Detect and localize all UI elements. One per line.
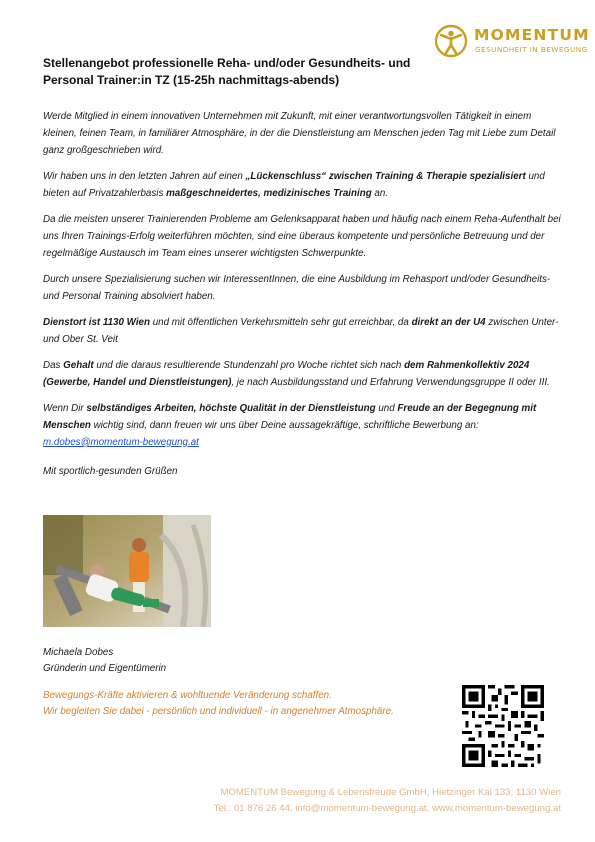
text-segment: und bieten auf Privatzahlerbasis [43, 170, 545, 199]
text-segment: und mit öffentlichen Verkehrsmitteln sehr gut erreichbar, da [149, 316, 412, 328]
slogan [43, 688, 394, 719]
text-segment: Wir haben uns in den letzten Jahren auf einen [43, 170, 246, 182]
bold-segment: direkt an der U4 [411, 316, 486, 328]
training-photo [43, 515, 211, 627]
text-segment: und die daraus resultierende Stundenzahl pro Woche richtet sich nach [93, 360, 405, 372]
bold-segment: maßgeschneidertes, medizinisches Training [166, 187, 372, 199]
footer-email-link[interactable]: info@momentum-bewegung.at [295, 802, 427, 814]
bold-segment: selbständiges Arbeiten, höchste Qualität in der Dienstleistung [86, 403, 376, 415]
specialization-paragraph [43, 169, 563, 203]
qr-code [462, 685, 544, 767]
application-paragraph [43, 401, 563, 451]
footer-contact [214, 801, 561, 817]
text-segment: zwischen Unter- und Ober St. Veit [43, 316, 559, 345]
job-title-line-2: Personal Trainer:in TZ (15-25h nachmittags-abends) [43, 73, 340, 87]
job-description [43, 109, 563, 490]
footer-phone: Tel.: 01 876 26 44, [213, 802, 296, 814]
logo-name: MOMENTUM [474, 26, 590, 44]
requirements-paragraph: Durch unsere Spezialisierung suchen wir InteressentInnen, die eine Ausbildung im Rehasport und/oder Gesundheits- und Personal Training absolviert haben. [43, 273, 551, 302]
bold-segment: Freude an der Begegnung mit Menschen [43, 403, 537, 431]
logo-figure-icon [434, 24, 470, 58]
text-segment: Das [43, 360, 64, 372]
text-segment: an. [371, 187, 389, 199]
location-paragraph [43, 315, 563, 349]
logo-tagline: GESUNDHEIT IN BEWEGUNG [475, 45, 588, 54]
signature-name: Michaela Dobes [43, 647, 114, 658]
footer-website: www.momentum-bewegung.at [431, 802, 561, 814]
salary-paragraph [43, 358, 563, 392]
text-segment: Wenn Dir [43, 403, 87, 415]
footer [214, 785, 561, 816]
footer-company-address: MOMENTUM Bewegung & Lebensfreude GmbH, Hietzinger Kai 133, 1130 Wien [220, 787, 561, 798]
slogan-line-2: Wir begleiten Sie dabei - persönlich und individuell - in angenehmer Atmosphäre. [43, 705, 394, 717]
intro-paragraph: Werde Mitglied in einem innovativen Unternehmen mit Zukunft, mit einer verantwortungsvollen Tätigkeit in einem kleinen, feinen Team, in familiärer Atmosphäre, in der die Dienstleistung am Menschen jeden Tag mit Liebe zum Detail ganz großgeschrieben wird. [43, 111, 556, 156]
closing-greeting: Mit sportlich-gesunden Grüßen [43, 465, 178, 477]
signature-role: Gründerin und Eigentümerin [43, 662, 167, 674]
bold-segment: dem Rahmenkollektiv 2024 (Gewerbe, Handel und Dienstleistungen) [43, 360, 530, 388]
clients-paragraph: Da die meisten unserer Trainierenden Probleme am Gelenksapparat haben und häufig nach einem Reha-Aufenthalt bei uns Ihren Trainings-Erfolg weiterführen möchten, sind eine überaus kompetente und persönliche Betreuung und der regelmäßige Austausch im Team eines unserer wichtigsten Schwerpunkte. [43, 213, 561, 259]
company-logo [434, 24, 590, 58]
bold-segment: Dienstort ist 1130 Wien [43, 316, 150, 328]
job-title-line-1: Stellenangebot professionelle Reha- und/oder Gesundheits- und [43, 56, 411, 70]
text-segment: wichtig sind, dann freuen wir uns über Deine aussagekräftige, schriftliche Bewerbung an: [90, 419, 479, 431]
application-email-link[interactable]: m.dobes@momentum-bewegung.at [43, 436, 199, 448]
slogan-line-1: Bewegungs-Kräfte aktivieren & wohltuende Veränderung schaffen. [43, 690, 332, 701]
job-title [43, 55, 443, 89]
text-segment: und [375, 403, 398, 415]
bold-segment: „Lückenschluss“ zwischen Training & Therapie spezialisiert [245, 170, 526, 182]
footer-separator: , [426, 802, 432, 814]
signature-block [43, 645, 166, 676]
text-segment: , je nach Ausbildungsstand und Erfahrung Verwendungsgruppe II oder III. [231, 376, 550, 388]
bold-segment: Gehalt [63, 360, 94, 372]
